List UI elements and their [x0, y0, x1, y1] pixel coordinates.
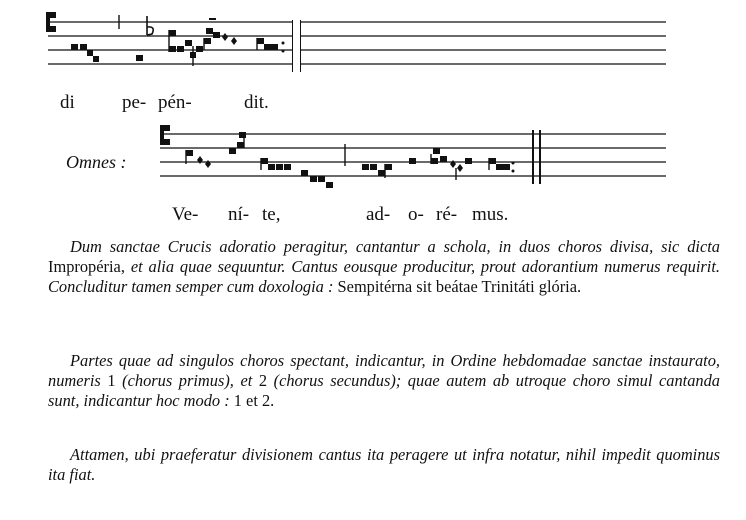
punctum-note	[80, 44, 87, 50]
lyric-syllable: ré-	[436, 204, 458, 225]
rubric-text: Partes quae ad singulos choros spectant, indicantur, in Ordine hebdomadae sanctae instaurato, numeris	[48, 351, 720, 390]
punctum-note	[87, 50, 93, 56]
punctum-note	[318, 176, 325, 182]
rubric-text: Attamen, ubi praeferatur divisionem cantus ita peragere ut infra notatur, nihil impedit quominus ita fiat.	[48, 445, 720, 484]
punctum-note	[206, 28, 213, 34]
rubric-text: Dum sanctae Crucis adoratio peragitur, cantantur a schola, in duos choros divisa, sic dicta	[70, 237, 720, 256]
chant-title: Impropéria,	[48, 257, 125, 276]
lyric-syllable: mus.	[472, 204, 509, 225]
rubric-paragraph-3	[48, 445, 720, 485]
staff-1-neumes	[71, 18, 285, 62]
rhombus-note	[450, 160, 456, 168]
punctum-note	[433, 148, 440, 154]
lyric-syllable: Ve-	[172, 204, 199, 225]
lyric-syllable: dit.	[244, 92, 269, 113]
lyric-syllable: pén-	[158, 92, 192, 113]
punctum-note	[431, 158, 438, 164]
punctum-note	[276, 164, 283, 170]
punctum-note	[496, 164, 503, 170]
choir-number: 2	[258, 371, 268, 390]
chant-staff-2	[0, 120, 746, 200]
mora-dot	[282, 42, 285, 45]
flat-sign-icon	[147, 16, 153, 35]
punctum-note	[169, 46, 176, 52]
rhombus-note	[205, 160, 211, 168]
do-clef-icon	[160, 125, 170, 145]
punctum-note	[268, 164, 275, 170]
lyric-syllable: pe-	[122, 92, 147, 113]
rhombus-note	[457, 164, 463, 172]
punctum-note	[409, 158, 416, 164]
cantor-label: Omnes :	[66, 152, 127, 172]
punctum-note	[185, 40, 192, 46]
lyric-syllable: ad-	[366, 204, 391, 225]
lyric-syllable: di	[60, 92, 75, 113]
punctum-note	[186, 150, 193, 156]
punctum-note	[136, 55, 143, 61]
punctum-note	[196, 46, 203, 52]
rubric-text: et alia quae sequuntur. Cantus eousque producitur, prout adorantium numerus requirit. Concluditur tamen semper cum doxologia :	[48, 257, 720, 296]
rubric-text: (chorus secundus); quae autem ab utroque choro simul cantanda sunt, indicantur hoc modo :	[48, 371, 720, 410]
punctum-note	[489, 158, 496, 164]
lyric-syllable: o-	[408, 204, 424, 225]
punctum-note	[301, 170, 308, 176]
punctum-note	[378, 170, 385, 176]
rhombus-note	[197, 156, 203, 164]
staff-2-neumes	[186, 132, 515, 188]
rubric-paragraph-2	[48, 351, 720, 411]
punctum-note	[370, 164, 377, 170]
choir-number: 1 et 2.	[233, 391, 275, 410]
staff-2-lines	[160, 134, 666, 176]
punctum-note	[503, 164, 510, 170]
doxology-text: Sempitérna sit beátae Trinitáti glória.	[337, 277, 582, 296]
lyric-syllable: te,	[262, 204, 281, 225]
punctum-note	[284, 164, 291, 170]
mora-dot	[282, 50, 285, 53]
punctum-note	[93, 56, 99, 62]
episema-mark	[209, 18, 216, 20]
lyric-syllable: ní-	[228, 204, 250, 225]
rubric-paragraph-1	[48, 237, 720, 297]
rubric-text: (chorus primus), et	[122, 371, 253, 390]
punctum-note	[440, 156, 447, 162]
punctum-note	[326, 182, 333, 188]
punctum-note	[385, 164, 392, 170]
chant-staff-1	[0, 0, 746, 90]
rhombus-note	[231, 37, 237, 45]
punctum-note	[257, 38, 264, 44]
punctum-note	[229, 148, 236, 154]
punctum-note	[213, 32, 220, 38]
punctum-note	[71, 44, 78, 50]
mora-dot	[512, 162, 515, 165]
punctum-note	[169, 30, 176, 36]
rhombus-note	[222, 33, 228, 41]
punctum-note	[362, 164, 369, 170]
mora-dot	[512, 170, 515, 173]
choir-number: 1	[107, 371, 116, 390]
punctum-note	[271, 44, 278, 50]
punctum-note	[237, 142, 244, 148]
punctum-note	[310, 176, 317, 182]
punctum-note	[264, 44, 271, 50]
punctum-note	[177, 46, 184, 52]
double-bar	[293, 20, 300, 72]
punctum-note	[204, 38, 211, 44]
punctum-note	[239, 132, 246, 138]
punctum-note	[261, 158, 268, 164]
punctum-note	[465, 158, 472, 164]
